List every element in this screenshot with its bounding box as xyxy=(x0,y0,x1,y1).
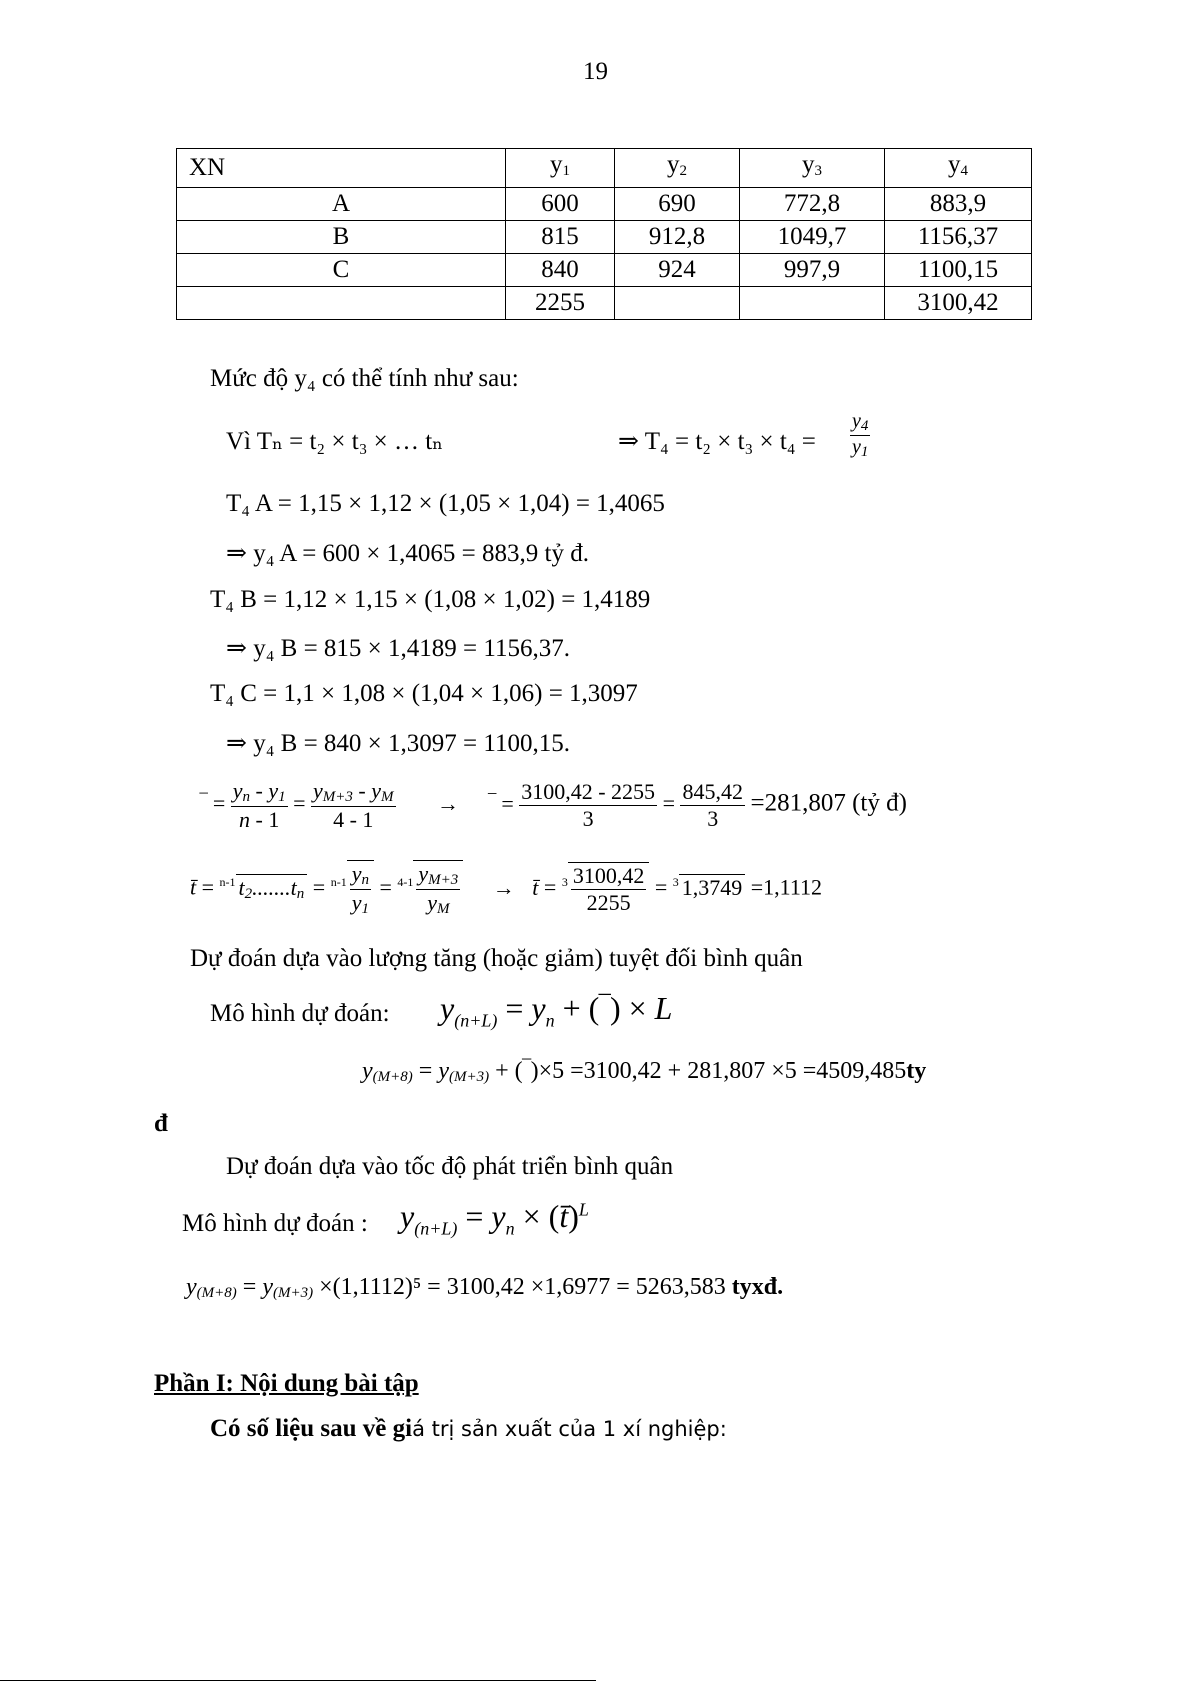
table-cell: 840 xyxy=(506,254,615,287)
table-cell xyxy=(177,287,506,320)
header-y2: $y_2$ xyxy=(615,149,740,188)
table-cell: 997,9 xyxy=(740,254,885,287)
table-cell: 883,9 xyxy=(885,188,1032,221)
table-cell: 2255 xyxy=(506,287,615,320)
table-cell: C xyxy=(177,254,506,287)
table-cell: 1100,15 xyxy=(885,254,1032,287)
header-y3: $y_3$ xyxy=(740,149,885,188)
delta-denominator: 3 xyxy=(582,806,594,831)
table-cell: 1049,7 xyxy=(740,221,885,254)
table-cell xyxy=(615,287,740,320)
table-cell: 1156,37 xyxy=(885,221,1032,254)
table-cell: 815 xyxy=(506,221,615,254)
header-y1: $y_1$ xyxy=(506,149,615,188)
table-row xyxy=(177,221,1032,254)
data-table xyxy=(176,148,1032,320)
table-cell: 772,8 xyxy=(740,188,885,221)
header-xn: XN xyxy=(177,149,506,188)
model-formula-1: $y_{(n+L)} = y_n$ + (‾) × L xyxy=(440,990,673,1031)
y4-over-y1-fraction: $\frac{y_4}{y_1}$ xyxy=(852,410,869,460)
forecast2-calc: $y_{(M+8)} = y_{(M+3)} \times(1,1112)^5 = 3100,42 \times 1,6977 = 5263,583$ tyxđ. xyxy=(186,1274,784,1301)
t4-general-formula: ⇒ T₄ = t₂ × t₃ × t₄ = xyxy=(618,428,816,455)
forecast2-unit: tyxđ. xyxy=(731,1274,784,1300)
t4c-formula: T₄ C = 1,1 × 1,08 × (1,04 × 1,06) = 1,3097 xyxy=(210,680,638,707)
table-cell: 600 xyxy=(506,188,615,221)
section-title: Phần I: Nội dung bài tập xyxy=(154,1370,419,1397)
table-row xyxy=(177,287,1032,320)
table-cell: 912,8 xyxy=(615,221,740,254)
t4b-formula: T₄ B = 1,12 × 1,15 × (1,08 × 1,02) = 1,4189 xyxy=(210,586,651,613)
model-label-1: Mô hình dự đoán: xyxy=(210,1000,390,1027)
forecast1-unit: ty xyxy=(906,1058,927,1084)
page-number: 19 xyxy=(583,58,608,85)
table-cell: A xyxy=(177,188,506,221)
model-label-2: Mô hình dự đoán : xyxy=(182,1210,368,1237)
t4a-formula: T₄ A = 1,15 × 1,12 × (1,05 × 1,04) = 1,4065 xyxy=(226,490,665,517)
y4b-formula: ⇒ y₄ B = 815 × 1,4189 = 1156,37. xyxy=(226,635,570,662)
table-cell: 690 xyxy=(615,188,740,221)
delta-result: =281,807 (tỷ đ) xyxy=(750,789,907,817)
footnote-divider xyxy=(0,1680,596,1681)
header-y4: $y_4$ xyxy=(885,149,1032,188)
forecast2-heading: Dự đoán dựa vào tốc độ phát triển bình quân xyxy=(226,1153,674,1180)
forecast1-unit-continued: đ xyxy=(154,1110,168,1137)
vi-formula: Vì Tₙ = t₂ × t₃ × … tₙ xyxy=(226,428,444,455)
tbar-denominator: 2255 xyxy=(586,890,631,915)
tbar-formula: t̄ = $^{n-1}$ $t_2.......t_n = ^{n-1}$ $\frac{y_n}{y_1}$ = $^{4-1}$ $\frac{y_{M+3}}{y_M}$ → t̄ = $^3$ $\frac{3100,42}{2255}$ = $^3$ 1,3749 =1,1112 xyxy=(190,861,823,917)
tbar-root: 1,3749 xyxy=(679,874,746,901)
table-cell xyxy=(740,287,885,320)
delta-formula: ‾ = $\frac{y_n - y_1}{n - 1}$ = $\frac{y_{M+3} - y_M}{4 - 1}$ → ‾ = $\frac{3100,42 - 2255}{3}$ = $\frac{845,42}{3}$ =281,807 (tỷ đ) xyxy=(200,778,907,832)
table-row xyxy=(177,254,1032,287)
y4a-formula: ⇒ y₄ A = 600 × 1,4065 = 883,9 tỷ đ. xyxy=(226,540,589,567)
table-cell: B xyxy=(177,221,506,254)
y4c-formula: ⇒ y₄ B = 840 × 1,3097 = 1100,15. xyxy=(226,730,570,757)
forecast1-calc: $y_{(M+8)} = y_{(M+3)}$ + (‾)×5 =3100,42 + 281,807 ×5 =4509,485ty xyxy=(362,1058,927,1085)
section-intro: Có số liệu sau về giá trị sản xuất của 1 xí nghiệp: xyxy=(210,1415,727,1442)
intro-line: Mức độ y₄ có thể tính như sau: xyxy=(210,365,519,392)
table-header-row xyxy=(177,149,1032,188)
tbar-numerator: 3100,42 xyxy=(572,863,645,888)
delta-numerator-2: 845,42 xyxy=(682,779,743,804)
table-cell: 924 xyxy=(615,254,740,287)
model-formula-2: $y_{(n+L)} = y_n$ × (t̄)$^L$ xyxy=(400,1198,589,1239)
tbar-result: =1,1112 xyxy=(750,874,823,900)
forecast1-heading: Dự đoán dựa vào lượng tăng (hoặc giảm) tuyệt đối bình quân xyxy=(190,945,803,972)
table-row xyxy=(177,188,1032,221)
table-cell: 3100,42 xyxy=(885,287,1032,320)
delta-numerator: 3100,42 - 2255 xyxy=(521,779,656,804)
